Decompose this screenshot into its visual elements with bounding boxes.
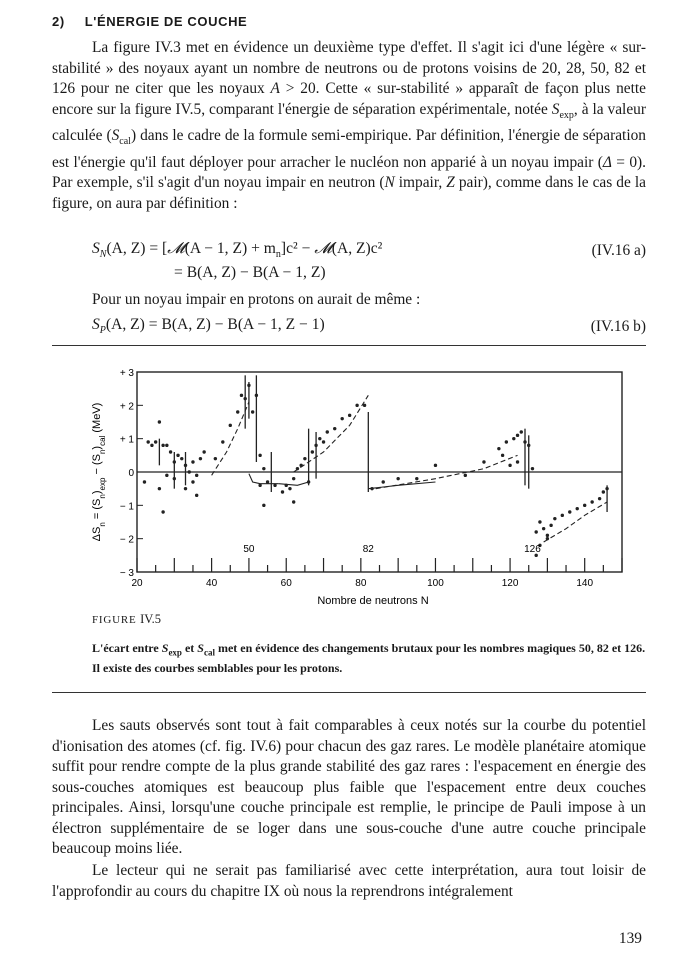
data-point xyxy=(288,487,291,490)
data-point xyxy=(236,410,239,413)
data-point xyxy=(355,404,358,407)
data-point xyxy=(546,534,549,537)
data-point xyxy=(363,404,366,407)
data-point xyxy=(602,490,605,493)
data-point xyxy=(247,384,250,387)
figure-label: FIGURE IV.5 xyxy=(92,612,162,626)
data-point xyxy=(229,424,232,427)
data-point xyxy=(240,394,243,397)
magic-number-label: 50 xyxy=(243,544,255,555)
data-point xyxy=(568,510,571,513)
data-point xyxy=(415,477,418,480)
data-point xyxy=(292,477,295,480)
data-point xyxy=(531,467,534,470)
data-point xyxy=(501,454,504,457)
y-tick-label: 0 xyxy=(128,468,134,479)
figure-top-rule xyxy=(52,345,646,346)
data-point xyxy=(195,474,198,477)
data-point xyxy=(161,444,164,447)
data-point xyxy=(258,484,261,487)
solid-trend-line xyxy=(368,482,435,489)
data-point xyxy=(523,440,526,443)
data-point xyxy=(314,444,317,447)
y-tick-label: − 1 xyxy=(119,501,134,513)
data-point xyxy=(266,480,269,483)
data-point xyxy=(396,477,399,480)
data-point xyxy=(258,454,261,457)
data-point xyxy=(520,430,523,433)
y-tick-label: − 3 xyxy=(119,568,134,579)
paragraph-proton: Pour un noyau impair en protons on aurait de même : xyxy=(92,291,421,308)
data-point xyxy=(370,487,373,490)
data-point xyxy=(150,444,153,447)
data-point xyxy=(255,394,258,397)
data-point xyxy=(348,414,351,417)
data-point xyxy=(542,527,545,530)
y-tick-label: + 1 xyxy=(119,434,134,446)
data-point xyxy=(195,494,198,497)
paragraph-intro: La figure IV.3 met en évidence un deuxième type d'effet. Il s'agit ici d'une légère « sur-stabilité » des noyaux ayant un nombre de neutrons ou de protons voisins de 20, 28, 50, 82 et 126 pour ne citer que les noyaux A > 20. Cette « sur-stabilité » apparaît de façon plus nette encore sur la figure IV.5, comparant l'énergie de séparation expérimentale, notée $S_{exp}$, à la valeur calculée $(S_{cal})$ dans le cadre de la formule semi-empirique. Par définition, l'énergie de séparation est l'énergie qu'il faut déployer pour arracher le nucléon non apparié à un noyau impair (Δ = 0). Par exemple, s'il s'agit d'un noyau impair en neutron (N impair, Z pair), comme dans le cas de la figure, on aura par définition : xyxy=(52,39,646,212)
data-point xyxy=(251,410,254,413)
section-number: 2) xyxy=(52,14,65,29)
data-point xyxy=(169,450,172,453)
data-point xyxy=(176,454,179,457)
data-point xyxy=(326,430,329,433)
x-tick-label: 140 xyxy=(576,578,594,589)
data-point xyxy=(296,467,299,470)
dashed-trend-line xyxy=(544,502,607,542)
data-point xyxy=(307,480,310,483)
data-point xyxy=(184,487,187,490)
data-point xyxy=(299,464,302,467)
data-point xyxy=(184,464,187,467)
data-point xyxy=(154,440,157,443)
data-point xyxy=(590,500,593,503)
data-point xyxy=(214,457,217,460)
data-point xyxy=(202,450,205,453)
data-point xyxy=(262,467,265,470)
y-tick-label: + 2 xyxy=(119,401,134,413)
solid-trend-line xyxy=(249,474,279,484)
equation-16b-number: (IV.16 b) xyxy=(590,318,646,335)
data-point xyxy=(505,440,508,443)
data-point xyxy=(516,434,519,437)
data-point xyxy=(292,500,295,503)
data-point xyxy=(165,474,168,477)
magic-number-label: 82 xyxy=(362,544,374,555)
data-point xyxy=(262,504,265,507)
x-tick-label: 100 xyxy=(427,578,444,589)
equation-16b: $S_P(A$, Z) = B(A, Z) − B(A − 1, Z − 1) xyxy=(92,316,325,337)
script-m-2: 𝓜 xyxy=(314,240,332,257)
data-point xyxy=(180,457,183,460)
data-point xyxy=(318,437,321,440)
data-point xyxy=(173,477,176,480)
data-point xyxy=(605,487,608,490)
data-point xyxy=(497,447,500,450)
y-tick-label: − 2 xyxy=(119,534,134,546)
data-point xyxy=(191,460,194,463)
x-tick-label: 60 xyxy=(280,578,292,589)
data-point xyxy=(158,420,161,423)
data-point xyxy=(243,397,246,400)
y-axis-title: $\Delta S_n = (S_n)_{exp} - (S_n)_{cal}$ (MeV) xyxy=(91,402,107,542)
data-point xyxy=(482,460,485,463)
data-point xyxy=(322,440,325,443)
paragraph-lecteur: Le lecteur qui ne serait pas familiarisé avec cette interprétation, aura tout loisir de l'approfondir au cours du chapitre IX où nous la reprendrons intégralement xyxy=(52,862,646,900)
figure-bottom-rule xyxy=(52,692,646,693)
data-point xyxy=(512,437,515,440)
paragraph-ionisation: Les sauts observés sont tout à fait comparables à ceux notés sur la courbe du potentiel d'ionisation des atomes (cf. fig. IV.6) pour chacun des gaz rares. Le modèle planétaire atomique suffit pour rendre compte de la plus grande stabilité des gaz rares : l'espacement en énergie des sous-couches atomiques est beaucoup plus faible que l'espacement entre deux couches principales. Ainsi, lorsqu'une couche principale est remplie, le principe de Pauli impose à un électron supplémentaire de se loger dans une sous-couche d'une autre couche principale beaucoup moins liée. xyxy=(52,717,646,857)
section-title: L'ÉNERGIE DE COUCHE xyxy=(84,14,248,29)
x-tick-label: 40 xyxy=(206,578,218,589)
equation-16a-number: (IV.16 a) xyxy=(591,242,646,259)
data-point xyxy=(273,484,276,487)
data-point xyxy=(303,457,306,460)
section-heading xyxy=(52,14,247,29)
data-point xyxy=(161,510,164,513)
data-point xyxy=(143,480,146,483)
data-point xyxy=(553,517,556,520)
page-number: 139 xyxy=(618,930,642,947)
x-tick-label: 80 xyxy=(355,578,367,589)
figure-caption: L'écart entre $S_{exp}$ et $S_{cal}$ met en évidence des changements brutaux pour les nombres magiques 50, 82 et 126. Il existe des courbes semblables pour les protons. xyxy=(92,641,646,676)
data-point xyxy=(508,464,511,467)
data-point xyxy=(311,450,314,453)
equation-16a-line1: $S_N(A$, Z) = [𝓜(A − 1, $Z) + m_n]c^2$ − 𝓜(A, Z)c² xyxy=(92,240,383,261)
data-point xyxy=(285,484,288,487)
x-tick-label: 120 xyxy=(501,578,519,589)
data-point xyxy=(188,470,191,473)
y-tick-label: + 3 xyxy=(119,368,134,379)
data-point xyxy=(598,497,601,500)
dashed-trend-line xyxy=(212,402,249,475)
data-point xyxy=(464,474,467,477)
x-axis-title: Nombre de neutrons N xyxy=(317,595,429,607)
data-point xyxy=(165,444,168,447)
data-point xyxy=(281,490,284,493)
data-point xyxy=(516,460,519,463)
data-point xyxy=(583,504,586,507)
data-point xyxy=(221,440,224,443)
equation-16a-line2: = B(A, Z) − B(A − 1, Z) xyxy=(174,264,326,281)
solid-trend-line xyxy=(279,482,309,485)
magic-number-label: 126 xyxy=(524,544,541,555)
data-point xyxy=(549,524,552,527)
data-point xyxy=(434,464,437,467)
x-tick-label: 20 xyxy=(131,578,143,589)
data-point xyxy=(333,427,336,430)
data-point xyxy=(199,457,202,460)
separation-energy-chart xyxy=(0,350,696,612)
data-point xyxy=(146,440,149,443)
data-point xyxy=(534,530,537,533)
data-point xyxy=(158,487,161,490)
data-point xyxy=(546,537,549,540)
data-point xyxy=(173,460,176,463)
data-point xyxy=(191,480,194,483)
data-point xyxy=(538,520,541,523)
data-point xyxy=(576,507,579,510)
data-point xyxy=(340,417,343,420)
data-point xyxy=(382,480,385,483)
data-point xyxy=(527,444,530,447)
data-point xyxy=(561,514,564,517)
